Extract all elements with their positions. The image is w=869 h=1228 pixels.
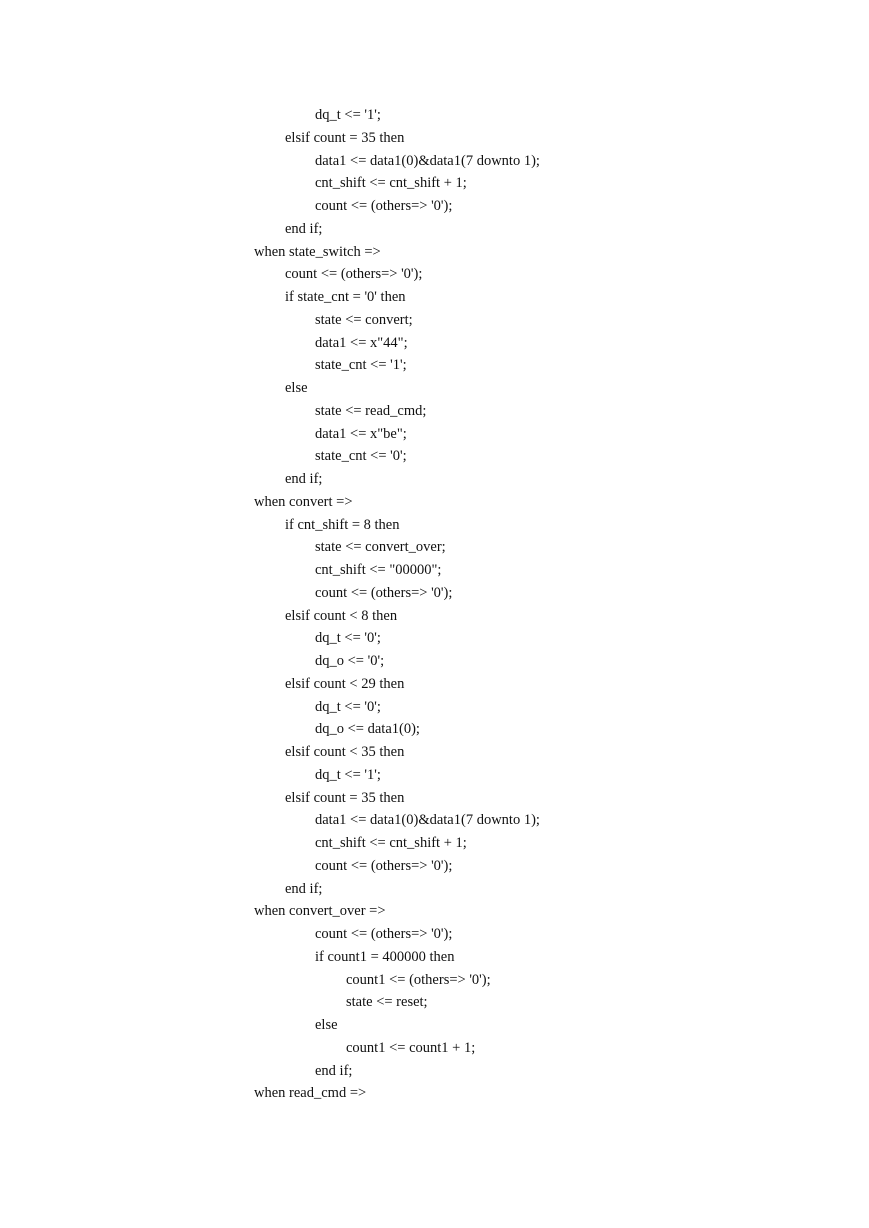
code-line: elsif count < 29 then	[285, 675, 405, 692]
code-line: elsif count < 8 then	[285, 607, 398, 624]
code-line: cnt_shift <= cnt_shift + 1;	[315, 835, 467, 851]
code-line: state <= convert_over;	[315, 539, 446, 556]
code-line: dq_t <= '0';	[315, 630, 381, 647]
code-line: state_cnt <= '0';	[315, 448, 407, 465]
code-line: cnt_shift <= "00000";	[315, 562, 442, 578]
code-line: end if;	[285, 220, 323, 237]
code-block	[0, 104, 869, 1105]
code-line: state <= convert;	[315, 311, 413, 328]
code-line: end if;	[285, 471, 323, 487]
code-line: when convert_over =>	[254, 903, 386, 920]
code-line: elsif count < 35 then	[285, 744, 405, 760]
code-line: count <= (others=> '0');	[315, 926, 453, 942]
code-line: end if;	[285, 880, 323, 897]
code-line: when read_cmd =>	[254, 1085, 367, 1102]
code-line: count1 <= (others=> '0');	[346, 971, 491, 988]
code-line: dq_t <= '0';	[315, 698, 381, 715]
code-line: dq_t <= '1';	[315, 107, 381, 123]
document-page	[0, 104, 869, 1105]
code-line: when convert =>	[254, 493, 353, 510]
code-line: count <= (others=> '0');	[315, 584, 453, 601]
code-line: elsif count = 35 then	[285, 789, 405, 806]
code-line: when state_switch =>	[254, 243, 381, 260]
code-line: data1 <= x"44";	[315, 334, 408, 351]
code-line: state <= read_cmd;	[315, 402, 427, 419]
code-line: data1 <= x"be";	[315, 425, 407, 442]
code-line: else	[285, 380, 308, 396]
code-line: else	[315, 1017, 338, 1033]
code-line: count <= (others=> '0');	[315, 857, 453, 874]
code-line: data1 <= data1(0)&data1(7 downto 1);	[315, 152, 540, 169]
code-line: cnt_shift <= cnt_shift + 1;	[315, 175, 467, 192]
code-line: end if;	[315, 1062, 353, 1079]
code-line: data1 <= data1(0)&data1(7 downto 1);	[315, 812, 540, 829]
code-line: count1 <= count1 + 1;	[346, 1039, 476, 1056]
code-line: count <= (others=> '0');	[315, 198, 453, 214]
code-line: dq_o <= '0';	[315, 653, 385, 669]
code-line: if cnt_shift = 8 then	[285, 516, 400, 533]
code-line: state_cnt <= '1';	[315, 357, 407, 374]
code-line: if count1 = 400000 then	[315, 948, 455, 965]
code-line: count <= (others=> '0');	[285, 266, 423, 283]
code-line: elsif count = 35 then	[285, 129, 405, 146]
code-line: dq_t <= '1';	[315, 766, 381, 783]
code-line: if state_cnt = '0' then	[285, 289, 406, 305]
code-line: dq_o <= data1(0);	[315, 721, 420, 738]
code-line: state <= reset;	[346, 994, 428, 1011]
